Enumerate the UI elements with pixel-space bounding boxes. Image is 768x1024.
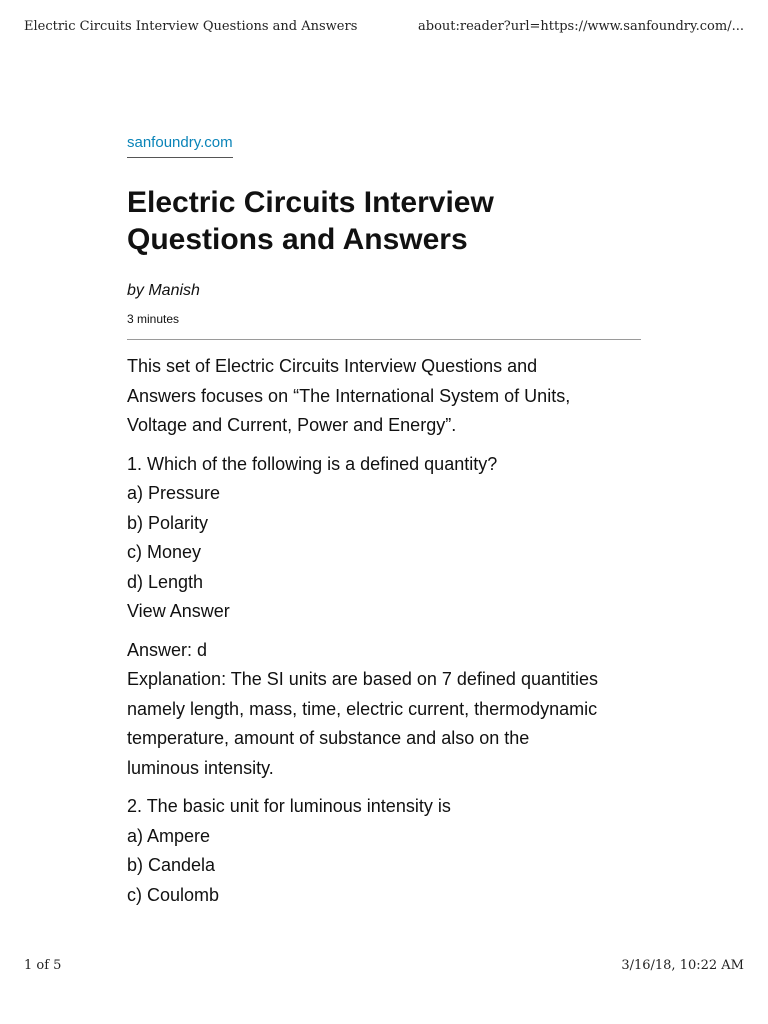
question-2-option: c) Coulomb bbox=[127, 884, 220, 905]
question-1-text: 1. Which of the following is a defined quantity? bbox=[127, 453, 498, 474]
article-title bbox=[127, 184, 642, 258]
print-header-url: about:reader?url=https://www.sanfoundry.com/... bbox=[418, 19, 744, 34]
intro-line: Voltage and Current, Power and Energy”. bbox=[127, 415, 457, 435]
question-2-option: a) Ampere bbox=[127, 825, 211, 846]
answer-1 bbox=[127, 636, 642, 784]
header-divider bbox=[127, 339, 641, 340]
question-1-option: a) Pressure bbox=[127, 483, 221, 503]
answer-1-value: Answer: d bbox=[127, 639, 208, 660]
byline: by Manish bbox=[127, 282, 200, 299]
question-1-option: c) Money bbox=[127, 542, 202, 562]
question-2-text: 2. The basic unit for luminous intensity is bbox=[127, 796, 451, 816]
reader-article bbox=[127, 133, 642, 910]
explanation-line: temperature, amount of substance and also on the bbox=[127, 728, 530, 748]
print-header-title: Electric Circuits Interview Questions and Answers bbox=[24, 19, 358, 34]
reading-time: 3 minutes bbox=[127, 312, 180, 326]
question-1-option: b) Polarity bbox=[127, 512, 209, 533]
explanation-line: namely length, mass, time, electric current, thermodynamic bbox=[127, 698, 598, 719]
question-2 bbox=[127, 792, 642, 910]
explanation-line: luminous intensity. bbox=[127, 757, 274, 778]
intro-line: This set of Electric Circuits Interview Questions and bbox=[127, 356, 538, 376]
print-footer bbox=[24, 958, 744, 976]
question-1-option: d) Length bbox=[127, 571, 204, 592]
article-content bbox=[127, 352, 642, 910]
explanation-line: Explanation: The SI units are based on 7 defined quantities bbox=[127, 669, 598, 689]
page-number: 1 of 5 bbox=[24, 958, 62, 973]
print-datetime: 3/16/18, 10:22 AM bbox=[621, 958, 744, 973]
question-2-option: b) Candela bbox=[127, 855, 216, 875]
question-1 bbox=[127, 450, 642, 627]
view-answer-button[interactable]: View Answer bbox=[127, 601, 230, 621]
print-header bbox=[24, 19, 744, 37]
article-title-line: Questions and Answers bbox=[127, 223, 468, 256]
article-title-line: Electric Circuits Interview bbox=[127, 186, 494, 219]
intro-line: Answers focuses on “The International System of Units, bbox=[127, 385, 571, 406]
source-domain-link[interactable]: sanfoundry.com bbox=[127, 133, 233, 158]
intro-paragraph bbox=[127, 352, 642, 441]
